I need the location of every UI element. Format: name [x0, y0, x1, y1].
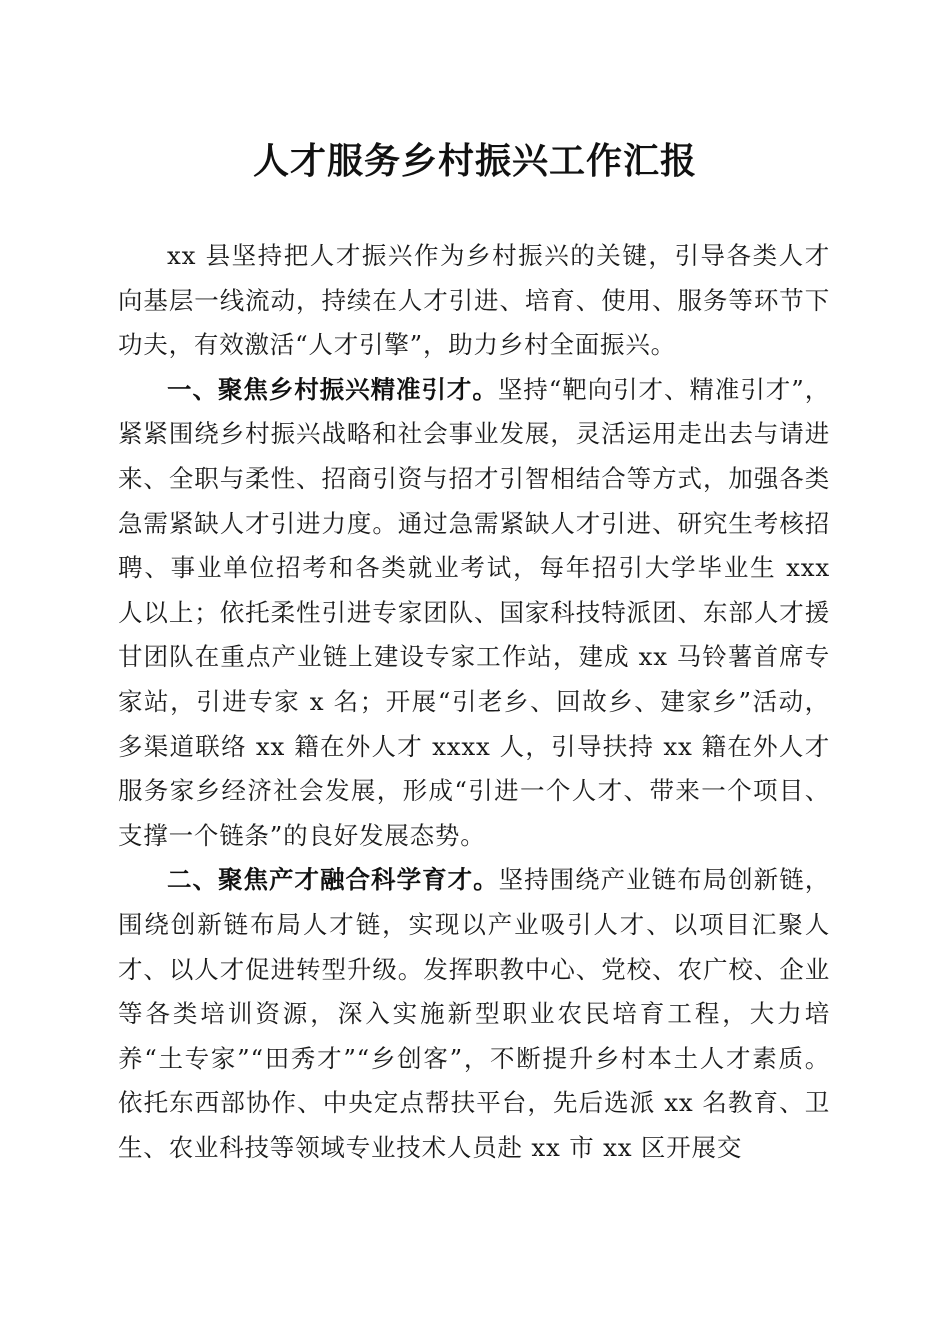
intro-paragraph: xx 县坚持把人才振兴作为乡村振兴的关键，引导各类人才向基层一线流动，持续在人才引进、培育、使用、服务等环节下功夫，有效激活“人才引擎”，助力乡村全面振兴。	[118, 241, 830, 360]
section-1-text: 坚持“靶向引才、精准引才”，紧紧围绕乡村振兴战略和社会事业发展，灵活运用走出去与请进来、全职与柔性、招商引资与招才引智相结合等方式，加强各类急需紧缺人才引进力度。通过急需紧缺人才引进、研究生考核招聘、事业单位招考和各类就业考试，每年招引大学毕业生 xxx 人以上；依托柔性引进专家团队、国家科技特派团、东部人才援甘团队在重点产业链上建设专家工作站，建成 xx 马铃薯首席专家站，引进专家 x 名；开展“引老乡、回故乡、建家乡”活动，多渠道联络 xx 籍在外人才 xxxx 人，引导扶持 xx 籍在外人才服务家乡经济社会发展，形成“引进一个人才、带来一个项目、支撑一个链条”的良好发展态势。	[118, 374, 830, 850]
section-2-paragraph	[118, 858, 830, 1170]
section-2-heading: 二、聚焦产才融合科学育才。	[167, 865, 499, 895]
section-1-paragraph	[118, 368, 830, 859]
document-title: 人才服务乡村振兴工作汇报	[252, 140, 697, 182]
section-1-heading: 一、聚焦乡村振兴精准引才。	[167, 374, 498, 404]
section-2-text: 坚持围绕产业链布局创新链，围绕创新链布局人才链，实现以产业吸引人才、以项目汇聚人才、以人才促进转型升级。发挥职教中心、党校、农广校、企业等各类培训资源，深入实施新型职业农民培育工程，大力培养“土专家”“田秀才”“乡创客”，不断提升乡村本土人才素质。依托东西部协作、中央定点帮扶平台，先后选派 xx 名教育、卫生、农业科技等领域专业技术人员赴 xx 市 xx 区开展交	[118, 865, 830, 1162]
document-body	[118, 234, 830, 1170]
